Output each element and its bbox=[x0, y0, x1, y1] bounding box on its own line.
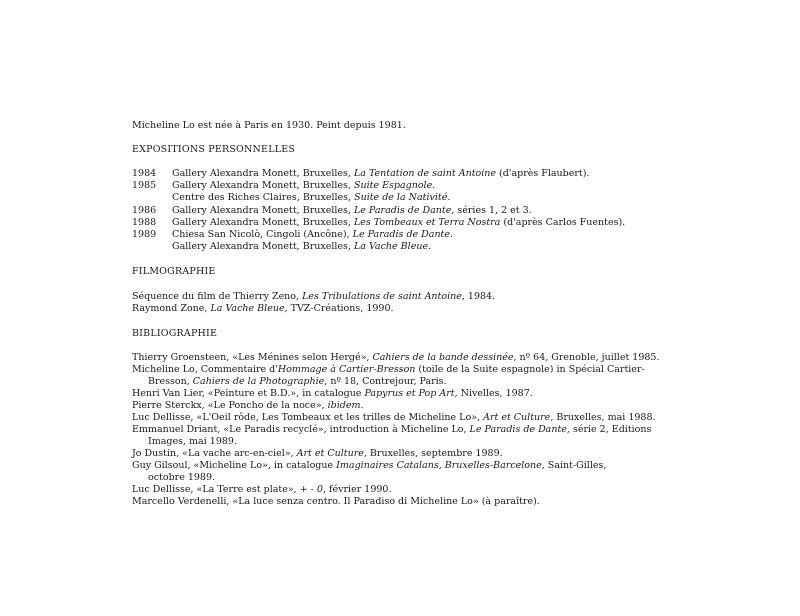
biblio-row: Luc Dellisse, «La Terre est plate», + - 0, février 1990. bbox=[132, 484, 392, 495]
expo-year: 1986 bbox=[132, 205, 157, 216]
biblio-row: Henri Van Lier, «Peinture et B.D.», in catalogue Papyrus et Pop Art, Nivelles, 1987. bbox=[132, 388, 533, 399]
expo-text: Chiesa San Nicolò, Cingoli (Ancône), Le Paradis de Dante. bbox=[172, 229, 454, 240]
expo-year: 1984 bbox=[132, 168, 157, 179]
expo-text: Gallery Alexandra Monett, Bruxelles, La Tentation de saint Antoine (d'après Flaubert). bbox=[172, 168, 590, 179]
bibliographie-heading: BIBLIOGRAPHIE bbox=[132, 328, 218, 339]
expo-text: Gallery Alexandra Monett, Bruxelles, Les Tombeaux et Terra Nostra (d'après Carlos Fuentes). bbox=[172, 217, 626, 228]
expo-year: 1985 bbox=[132, 180, 157, 191]
expo-year: 1989 bbox=[132, 229, 157, 240]
biblio-row: Marcello Verdenelli, «La luce senza centro. Il Paradiso di Micheline Lo» (à paraître). bbox=[132, 496, 540, 507]
film-row: Séquence du film de Thierry Zeno, Les Tribulations de saint Antoine, 1984. bbox=[132, 291, 496, 302]
biblio-row: Thierry Groensteen, «Les Ménines selon Hergé», Cahiers de la bande dessinée, nº 64, Grenoble, juillet 1985. bbox=[132, 352, 660, 363]
expo-text: Gallery Alexandra Monett, Bruxelles, La Vache Bleue. bbox=[172, 241, 432, 252]
biblio-row: Guy Gilsoul, «Micheline Lo», in catalogue Imaginaires Catalans, Bruxelles-Barcelone, Saint-Gilles, bbox=[132, 460, 607, 471]
expo-text: Gallery Alexandra Monett, Bruxelles, Le Paradis de Dante, séries 1, 2 et 3. bbox=[172, 205, 532, 216]
expo-text: Gallery Alexandra Monett, Bruxelles, Suite Espagnole. bbox=[172, 180, 436, 191]
biblio-row: Luc Dellisse, «L'Oeil rôde, Les Tombeaux et les trilles de Micheline Lo», Art et Culture, Bruxelles, mai 1988. bbox=[132, 412, 656, 423]
intro-text: Micheline Lo est née à Paris en 1930. Peint depuis 1981. bbox=[132, 120, 406, 131]
expo-text: Centre des Riches Claires, Bruxelles, Suite de la Nativité. bbox=[172, 192, 451, 203]
biblio-row: Emmanuel Driant, «Le Paradis recyclé», introduction à Micheline Lo, Le Paradis de Dante, série 2, Editions bbox=[132, 424, 652, 435]
expositions-heading: EXPOSITIONS PERSONNELLES bbox=[132, 144, 296, 155]
biblio-row-continuation: Images, mai 1989. bbox=[148, 436, 237, 447]
biblio-row: Pierre Sterckx, «Le Poncho de la noce», ibidem. bbox=[132, 400, 364, 411]
expo-year: 1988 bbox=[132, 217, 157, 228]
film-row: Raymond Zone, La Vache Bleue, TVZ-Créations, 1990. bbox=[132, 303, 394, 314]
filmographie-heading: FILMOGRAPHIE bbox=[132, 266, 216, 277]
biblio-row: Micheline Lo, Commentaire d'Hommage à Cartier-Bresson (toile de la Suite espagnole) in Spécial Cartier- bbox=[132, 364, 645, 375]
biblio-row: Jo Dustin, «La vache arc-en-ciel», Art et Culture, Bruxelles, septembre 1989. bbox=[132, 448, 503, 459]
biblio-row-continuation: octobre 1989. bbox=[148, 472, 216, 483]
biblio-row-continuation: Bresson, Cahiers de la Photographie, nº 18, Contrejour, Paris. bbox=[148, 376, 447, 387]
